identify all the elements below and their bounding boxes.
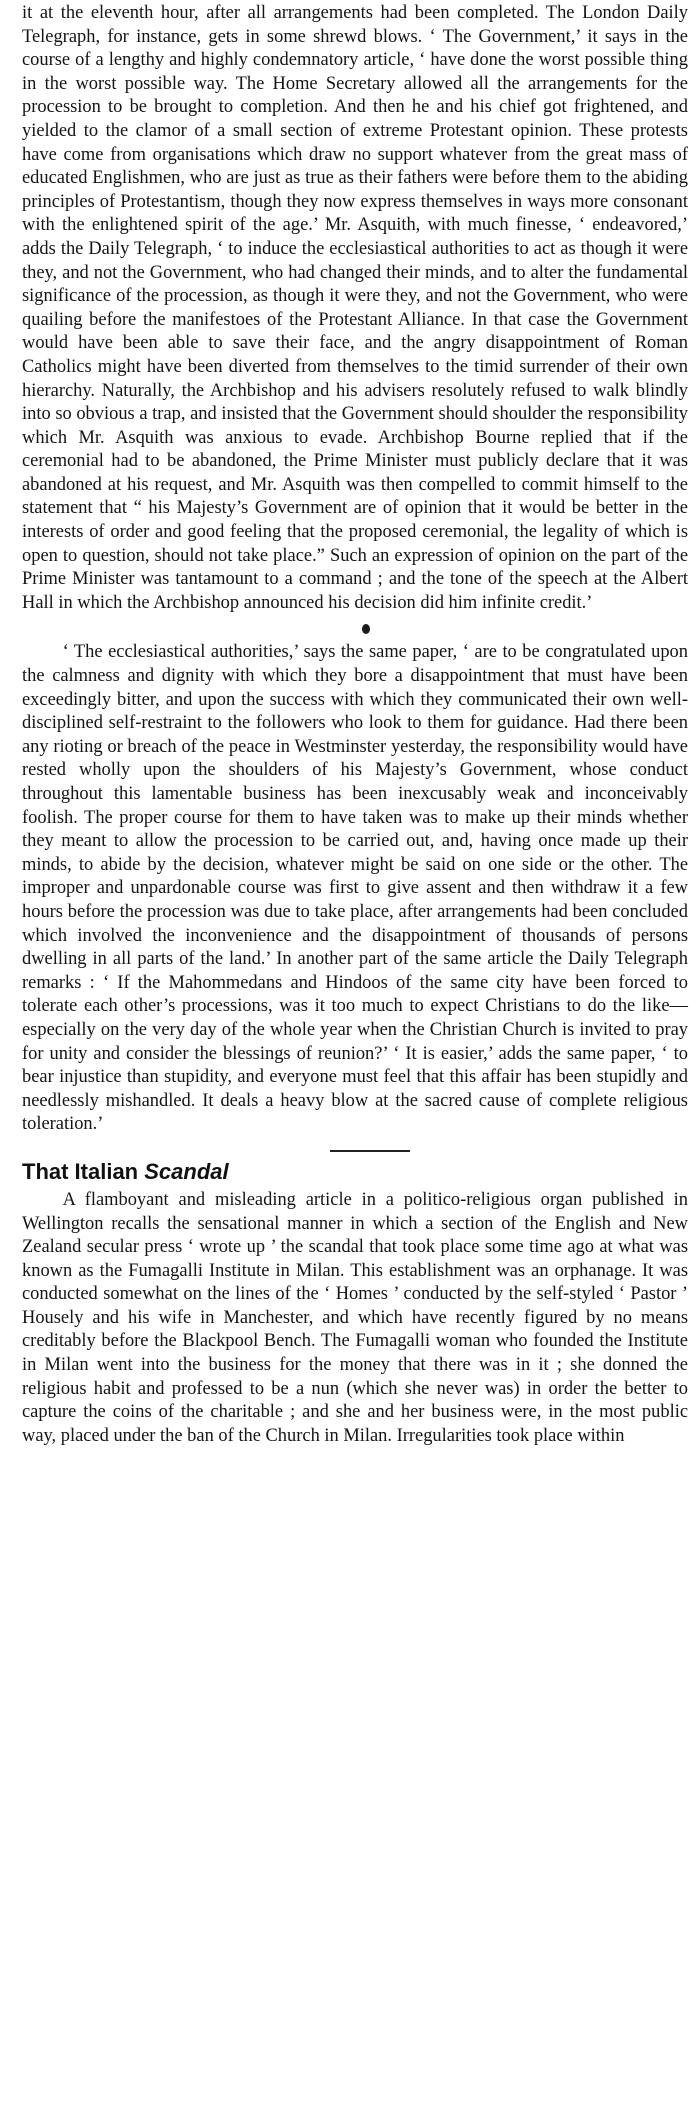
section-divider [22, 1142, 688, 1158]
section-heading-italian-scandal [22, 1158, 688, 1186]
section-ornament [22, 618, 688, 640]
ornament-dot-icon [362, 624, 370, 634]
paragraph-fumagalli-institute: A flamboyant and misleading article in a politico-religious organ published in Wellington recalls the sensational manner in which a section of the English and New Zealand secular press ‘ wrote up ’ the scandal that took place some time ago at what was known as the Fumagalli Institute in Milan. This establishment was an orphanage. It was conducted somewhat on the lines of the ‘ Homes ’ conducted by the self-styled ‘ Pastor ’ Housely and his wife in Manchester, and which have recently figured by no means creditably before the Blackpool Bench. The Fumagalli woman who founded the Institute in Milan went into the business for the money that there was in it ; she donned the religious habit and professed to be a nun (which she never was) in order the better to capture the coins of the charitable ; and she and her business were, in the most public way, placed under the ban of the Church in Milan. Irregularities took place within [22, 1188, 688, 1445]
heading-italic-text: Scandal [144, 1158, 229, 1184]
heading-plain-text: That Italian [22, 1158, 145, 1184]
paragraph-daily-telegraph-quote-1: it at the eleventh hour, after all arrangements had been completed. The London Daily Telegraph, for instance, gets in some shrewd blows. ‘ The Government,’ it says in the course of a lengthy and highly condemnatory article, ‘ have done the worst possible thing in the worst possible way. The Home Secretary allowed all the arrangements for the procession to be brought to completion. And then he and his chief got frightened, and yielded to the clamor of a small section of extreme Protestant opinion. These protests have come from organisations which draw no support whatever from the great mass of educated Englishmen, who are just as true as their fathers were before them to the abiding principles of Protestantism, though they now express themselves in ways more consonant with the enlightened spirit of the age.’ Mr. Asquith, with much finesse, ‘ endeavored,’ adds the Daily Telegraph, ‘ to induce the ecclesiastical authorities to act as though it were they, and not the Government, who had changed their minds, and to alter the fundamental significance of the procession, as though it were they, and not the Government, who were quailing before the manifestoes of the Protestant Alliance. In that case the Government would have been able to save their face, and the angry disappointment of Roman Catholics might have been diverted from themselves to the timid surrender of their own hierarchy. Naturally, the Archbishop and his advisers resolutely refused to walk blindly into so obvious a trap, and insisted that the Government should shoulder the responsibility which Mr. Asquith was anxious to evade. Archbishop Bourne replied that if the ceremonial had to be abandoned, the Prime Minister must publicly declare that it was abandoned at his request, and Mr. Asquith was then compelled to commit himself to the statement that “ his Majesty’s Government are of opinion that it would be better in the interests of order and good feeling that the proposed ceremonial, the legality of which is open to question, should not take place.” Such an expression of opinion on the part of the Prime Minister was tantamount to a command ; and the tone of the speech at the Albert Hall in which the Archbishop announced his decision did him infinite credit.’ [22, 2, 688, 612]
paragraph-daily-telegraph-quote-2: ‘ The ecclesiastical authorities,’ says the same paper, ‘ are to be congratulated upon the calmness and dignity with which they bore a disappointment that must have been exceedingly bitter, and upon the success with which they communicated their own well-disciplined self-restraint to the followers who look to them for guidance. Had there been any rioting or breach of the peace in Westminster yesterday, the responsibility would have rested wholly upon the shoulders of his Majesty’s Government, whose conduct throughout this lamentable business has been inexcusably weak and inconceivably foolish. The proper course for them to have taken was to make up their minds whether they meant to allow the procession to be carried out, and, having once made up their minds, to abide by the decision, whatever might be said on one side or the other. The improper and unpardonable course was first to give assent and then withdraw it a few hours before the procession was due to take place, after arrangements had been concluded which involved the inconvenience and the disappointment of thousands of persons dwelling in all parts of the land.’ In another part of the same article the Daily Telegraph remarks : ‘ If the Mahommedans and Hindoos of the same city have been forced to tolerate each other’s processions, was it too much to expect Christians to do the like—especially on the very day of the whole year when the Christian Church is invited to pray for unity and consider the blessings of reunion?’ ‘ It is easier,’ adds the same paper, ‘ to bear injustice than stupidity, and everyone must feel that this affair has been stupidly and needlessly mishandled. It deals a heavy blow at the sacred cause of complete religious toleration.’ [22, 641, 688, 1134]
divider-rule [330, 1150, 410, 1152]
